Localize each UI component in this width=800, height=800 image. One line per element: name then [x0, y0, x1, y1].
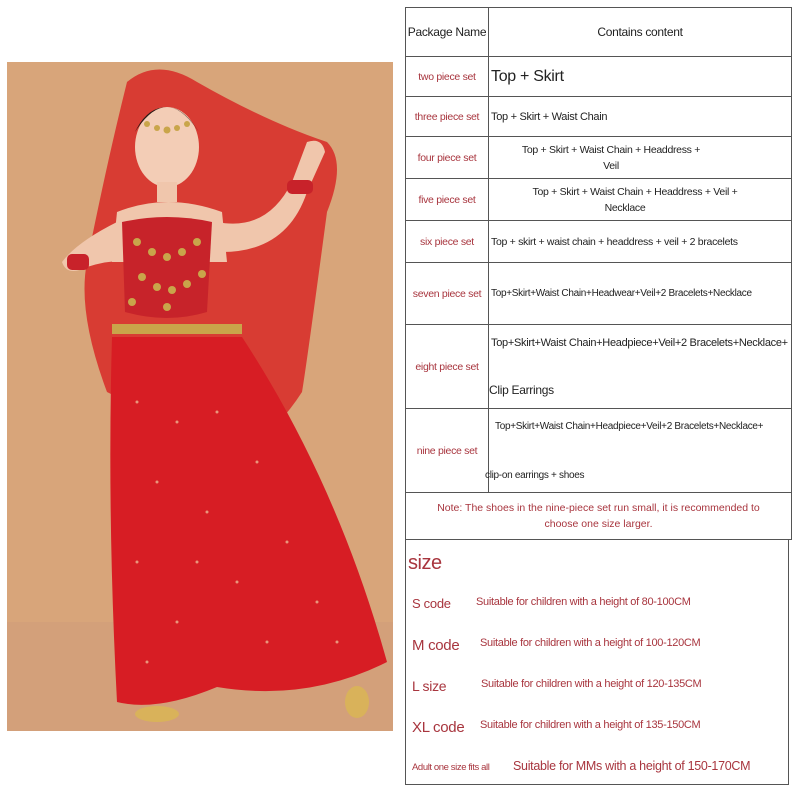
- size-description: Suitable for children with a height of 120-135CM: [481, 678, 702, 690]
- header-contains-content: Contains content: [489, 8, 792, 57]
- package-name: three piece set: [406, 97, 489, 137]
- package-name: four piece set: [406, 137, 489, 179]
- package-name: eight piece set: [406, 325, 489, 409]
- shoe-size-note: Note: The shoes in the nine-piece set run small, it is recommended to choose one size larger.: [406, 493, 792, 540]
- size-description: Suitable for MMs with a height of 150-170CM: [513, 759, 751, 773]
- package-content: Top + skirt + waist chain + headdress + veil + 2 bracelets: [489, 221, 792, 263]
- dancer-illustration: [7, 62, 393, 731]
- size-label: Adult one size fits all: [412, 762, 490, 773]
- package-name: five piece set: [406, 179, 489, 221]
- package-name: six piece set: [406, 221, 489, 263]
- size-description: Suitable for children with a height of 80-100CM: [476, 596, 691, 608]
- package-content: Top + Skirt + Waist Chain: [489, 97, 792, 137]
- package-content: [485, 409, 792, 493]
- size-chart-title: size: [408, 552, 442, 574]
- table-row: [406, 263, 792, 325]
- size-label: M code: [412, 637, 460, 654]
- note-row: [406, 493, 792, 540]
- package-name: seven piece set: [406, 263, 489, 325]
- package-content-line: Top + Skirt + Waist Chain + Headdress + Veil +: [532, 185, 738, 198]
- size-chart: [405, 540, 789, 785]
- package-content: [489, 179, 792, 221]
- size-label: S code: [412, 596, 451, 611]
- table-row: [406, 57, 792, 97]
- package-content-line: Clip Earrings: [489, 382, 554, 397]
- package-content-line: Top+Skirt+Waist Chain+Headpiece+Veil+2 Bracelets+Necklace+: [495, 420, 764, 432]
- table-row: [406, 409, 792, 493]
- package-content-line: Necklace: [604, 201, 646, 214]
- package-name: two piece set: [406, 57, 489, 97]
- package-content: Top+Skirt+Waist Chain+Headwear+Veil+2 Bracelets+Necklace: [489, 263, 792, 325]
- package-content: [489, 325, 792, 409]
- table-row: [406, 179, 792, 221]
- package-table: [405, 7, 792, 540]
- table-row: [406, 137, 792, 179]
- header-package-name: Package Name: [406, 8, 489, 57]
- table-row: [406, 97, 792, 137]
- package-name: nine piece set: [406, 409, 489, 493]
- product-photo: [7, 62, 393, 731]
- package-content-line: Top + Skirt + Waist Chain + Headdress +: [521, 143, 701, 156]
- size-label: XL code: [412, 719, 465, 736]
- package-content-line: Top+Skirt+Waist Chain+Headpiece+Veil+2 Bracelets+Necklace+: [491, 336, 788, 349]
- package-content-line: clip-on earrings + shoes: [485, 469, 585, 481]
- table-row: [406, 325, 792, 409]
- size-description: Suitable for children with a height of 100-120CM: [480, 637, 701, 649]
- table-row: [406, 221, 792, 263]
- package-content-line: Veil: [603, 159, 619, 172]
- package-content: [489, 137, 792, 179]
- package-content: Top + Skirt: [489, 57, 792, 97]
- table-header-row: [406, 8, 792, 57]
- size-description: Suitable for children with a height of 135-150CM: [480, 719, 701, 731]
- size-label: L size: [412, 678, 447, 694]
